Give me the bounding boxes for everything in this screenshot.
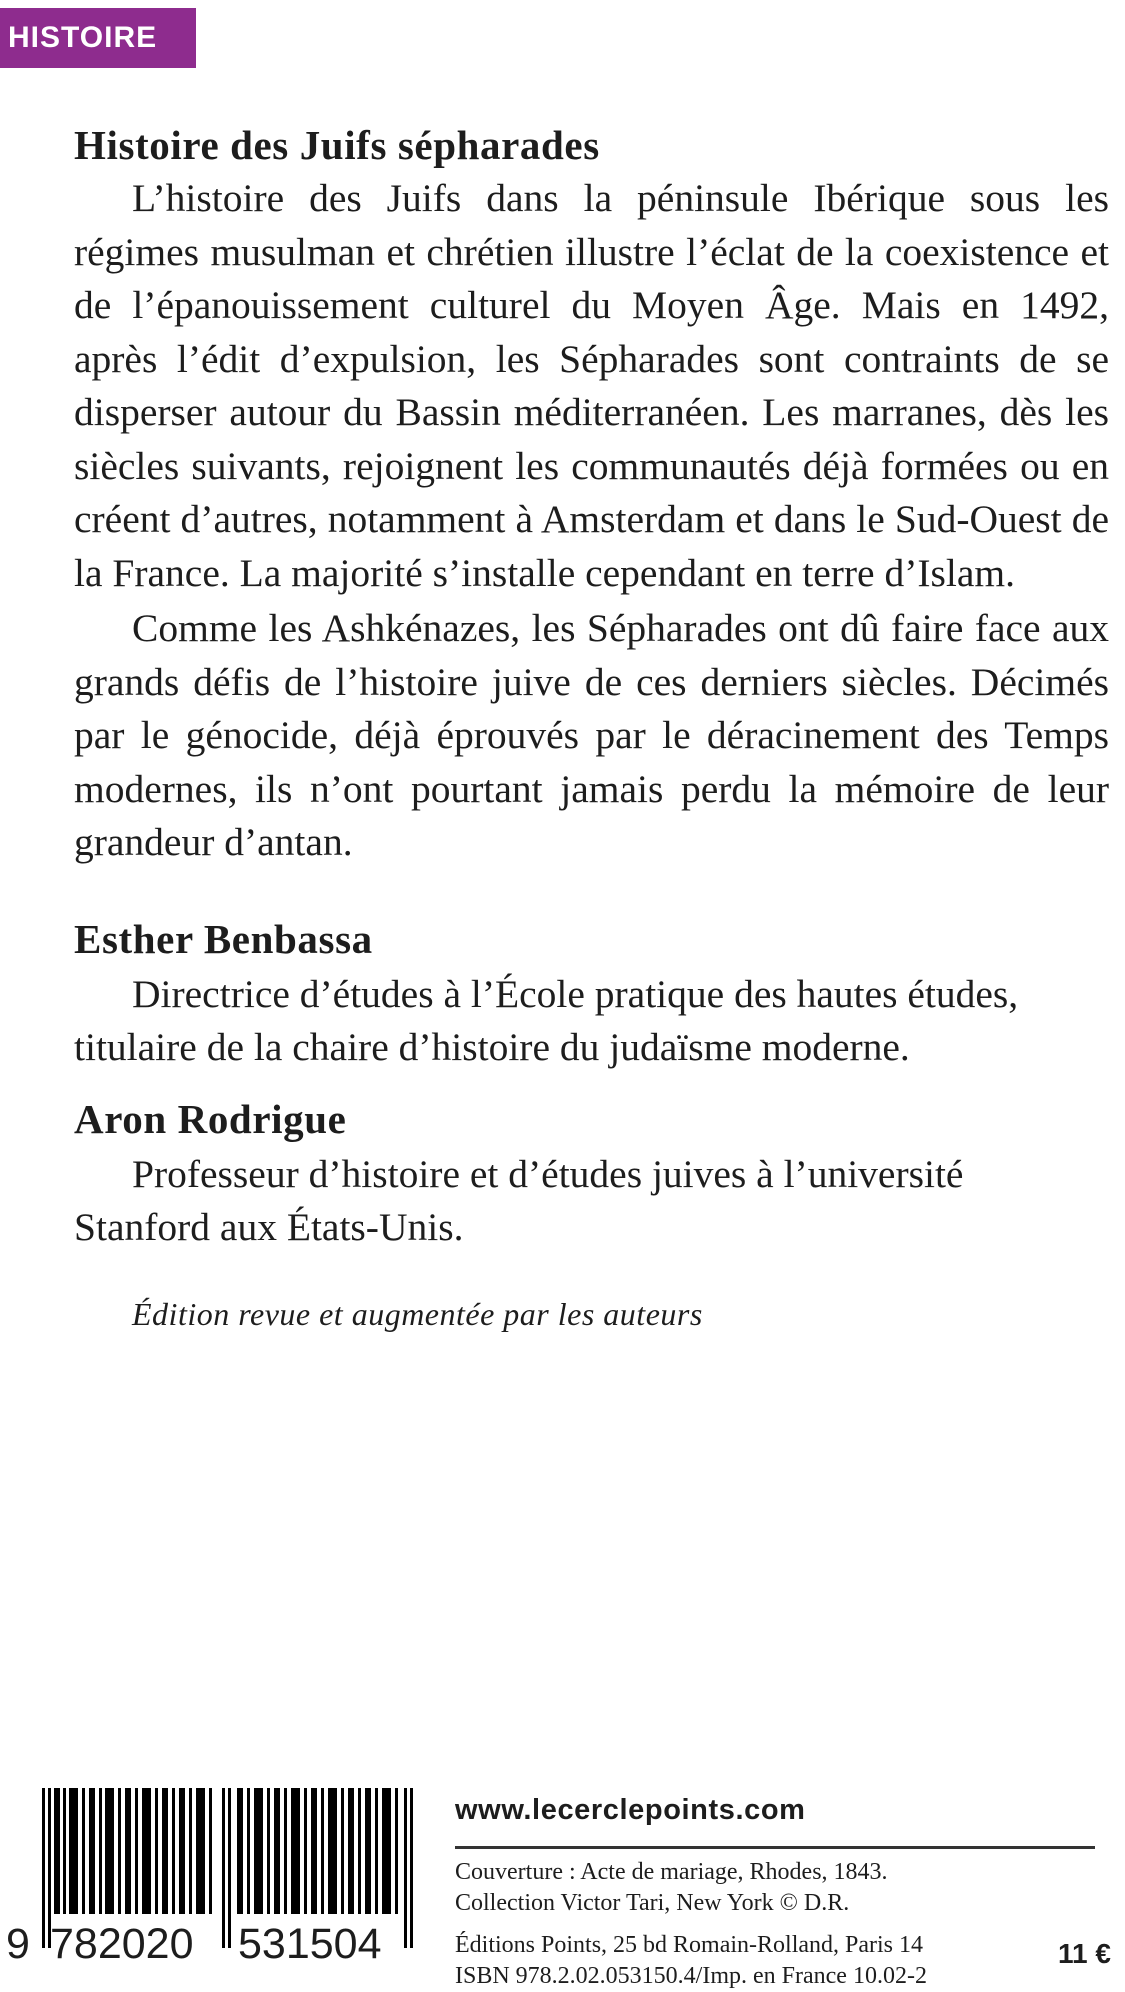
barcode-bar bbox=[118, 1788, 121, 1914]
barcode-bars bbox=[42, 1788, 420, 1918]
barcode-bar bbox=[274, 1788, 280, 1914]
divider bbox=[455, 1846, 1095, 1849]
barcode-bar bbox=[155, 1788, 158, 1914]
website-link[interactable]: www.lecerclepoints.com bbox=[455, 1794, 806, 1826]
author-bio-2: Professeur d’histoire et d’études juives à l’université Stanford aux États-Unis. bbox=[74, 1151, 964, 1249]
publisher-block bbox=[455, 1786, 1115, 1992]
isbn-line: ISBN 978.2.02.053150.4/Imp. en France 10.02-2 bbox=[455, 1963, 927, 1989]
author-bio-1: Directrice d’études à l’École pratique des hautes études, titulaire de la chaire d’histoire du judaïsme moderne. bbox=[74, 971, 1019, 1069]
barcode-bar bbox=[254, 1788, 263, 1914]
edition-note: Édition revue et augmentée par les auteurs bbox=[132, 1295, 703, 1332]
barcode-bar bbox=[365, 1788, 371, 1914]
isbn-barcode bbox=[6, 1788, 426, 1973]
barcode-digit-lead: 9 bbox=[6, 1920, 30, 1968]
author-name-1: Esther Benbassa bbox=[74, 915, 373, 962]
barcode-digits-left: 782020 bbox=[50, 1920, 194, 1968]
barcode-bar bbox=[105, 1788, 114, 1914]
barcode-bar bbox=[82, 1788, 85, 1914]
price-label: 11 € bbox=[1058, 1938, 1111, 1969]
barcode-bar bbox=[89, 1788, 95, 1914]
barcode-bar bbox=[341, 1788, 344, 1914]
barcode-bar bbox=[237, 1788, 243, 1914]
barcode-bar bbox=[247, 1788, 250, 1914]
category-badge: HISTOIRE bbox=[0, 8, 196, 68]
barcode-bar bbox=[135, 1788, 138, 1914]
barcode-bar bbox=[125, 1788, 131, 1914]
cover-credit-line-1: Couverture : Acte de mariage, Rhodes, 1843. bbox=[455, 1859, 888, 1885]
barcode-bar bbox=[328, 1788, 337, 1914]
author-name-2: Aron Rodrigue bbox=[74, 1095, 347, 1142]
barcode-bar bbox=[162, 1788, 168, 1914]
barcode-bar bbox=[375, 1788, 378, 1914]
barcode-digits-right: 531504 bbox=[238, 1920, 382, 1968]
barcode-bar bbox=[382, 1788, 391, 1914]
cover-credit-line-2: Collection Victor Tari, New York © D.R. bbox=[455, 1890, 850, 1916]
barcode-bar bbox=[209, 1788, 212, 1914]
barcode-bar bbox=[348, 1788, 354, 1914]
barcode-bar bbox=[311, 1788, 317, 1914]
barcode-bar bbox=[69, 1788, 78, 1914]
barcode-bar bbox=[142, 1788, 151, 1914]
book-title: Histoire des Juifs sépharades bbox=[74, 122, 600, 168]
barcode-bar bbox=[63, 1788, 66, 1914]
summary-paragraph-2: Comme les Ashkénazes, les Sépharades ont dû faire face aux grands défis de l’histoire juive de ces derniers siècles. Décimés par le génocide, déjà éprouvés par le déracinement des Temps modernes, ils n’ont pourtant jamais perdu la mémoire de leur grandeur d’antan. bbox=[74, 606, 1109, 864]
barcode-bar bbox=[179, 1788, 185, 1914]
barcode-bar bbox=[304, 1788, 307, 1914]
barcode-bar bbox=[189, 1788, 192, 1914]
back-cover-text bbox=[74, 118, 1109, 1333]
publisher-address: Éditions Points, 25 bd Romain-Rolland, Paris 14 bbox=[455, 1932, 924, 1958]
barcode-bar bbox=[395, 1788, 398, 1914]
barcode-bar bbox=[291, 1788, 300, 1914]
barcode-bar bbox=[54, 1788, 60, 1914]
barcode-bar bbox=[172, 1788, 175, 1914]
summary-paragraph-1: L’histoire des Juifs dans la péninsule Ibérique sous les régimes musulman et chrétien illustre l’éclat de la coexistence et de l’épanouissement culturel du Moyen Âge. Mais en 1492, après l’édit d’expulsion, les Sépharades sont contraints de se disperser autour du Bassin méditerranéen. Les marranes, dès les siècles suivants, rejoignent les communautés déjà formées ou en créent d’autres, notamment à Amsterdam et dans le Sud-Ouest de la France. La majorité s’installe cependant en terre d’Islam. bbox=[74, 176, 1109, 595]
barcode-bar bbox=[267, 1788, 270, 1914]
barcode-bar bbox=[358, 1788, 361, 1914]
barcode-bar bbox=[99, 1788, 102, 1914]
barcode-bar bbox=[196, 1788, 205, 1914]
barcode-bar bbox=[321, 1788, 324, 1914]
barcode-bar bbox=[284, 1788, 287, 1914]
barcode-digits bbox=[6, 1915, 426, 1973]
